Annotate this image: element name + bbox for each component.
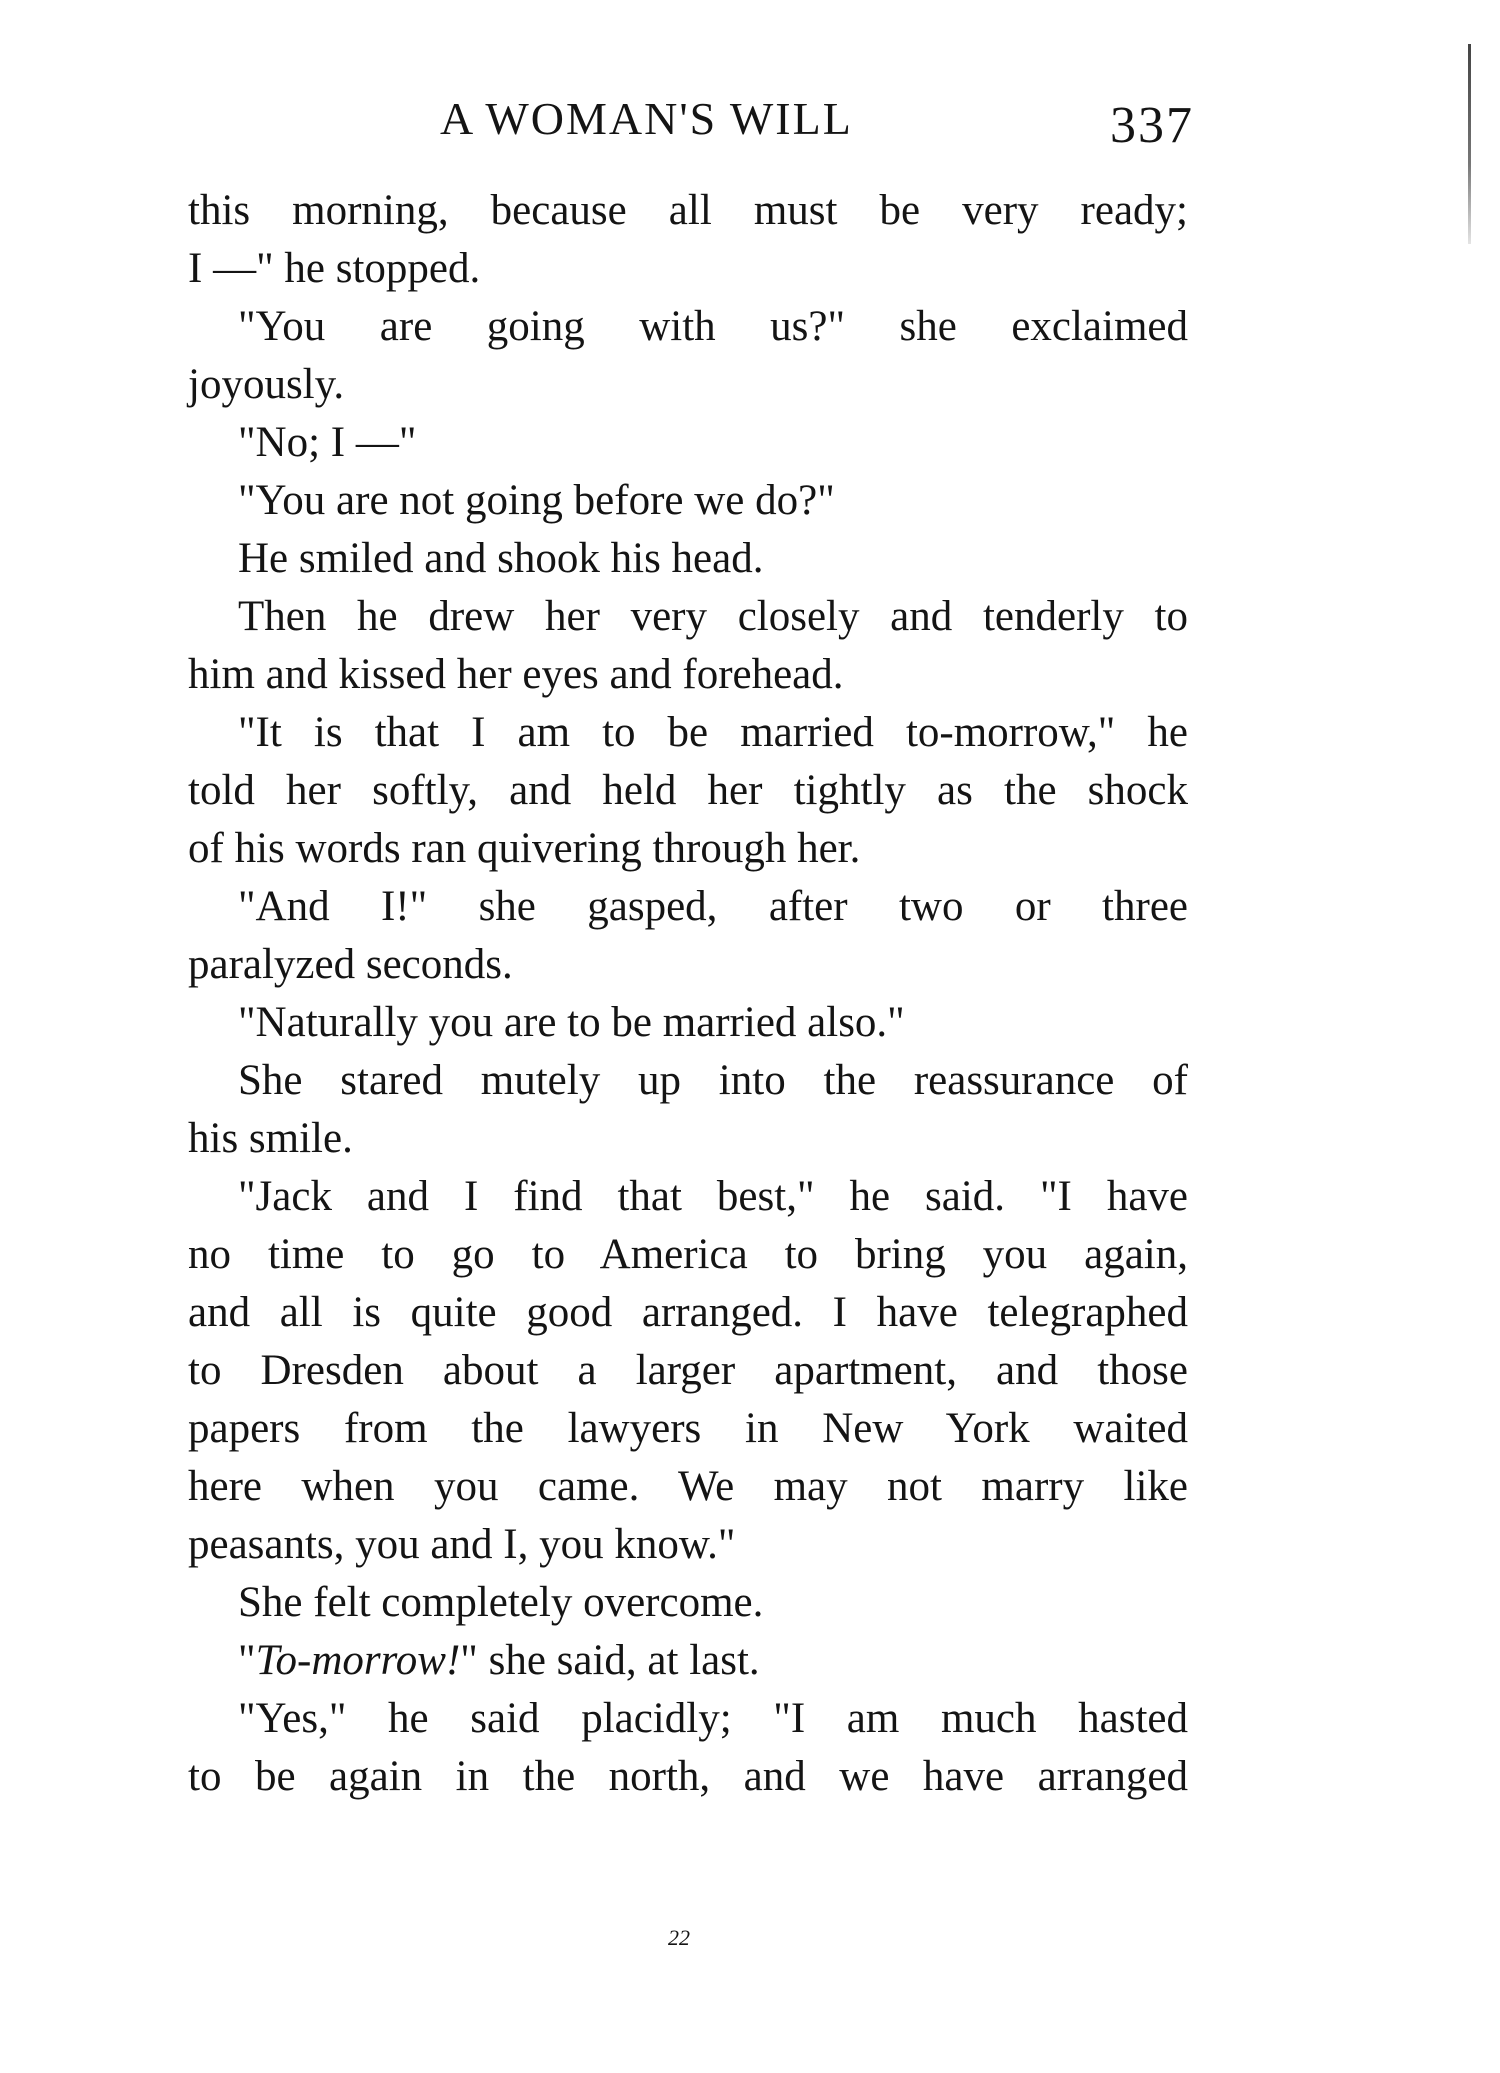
text-line: paralyzed seconds. <box>188 941 513 988</box>
italic-word: To-morrow! <box>255 1637 461 1684</box>
text-fragment: " she said, at last. <box>460 1637 760 1684</box>
text-line: "You are not going before we do?" <box>238 477 835 524</box>
text-line: "And I!" she gasped, after two or three <box>238 883 1188 930</box>
text-line: "Yes," he said placidly; "I am much hasted <box>238 1695 1188 1742</box>
text-line: peasants, you and I, you know." <box>188 1521 736 1568</box>
text-line: him and kissed her eyes and forehead. <box>188 651 844 698</box>
text-line: told her softly, and held her tightly as the shock <box>188 767 1188 814</box>
text-line: and all is quite good arranged. I have telegraphed <box>188 1289 1188 1336</box>
text-line: "It is that I am to be married to-morrow," he <box>238 709 1188 756</box>
text-line: his smile. <box>188 1115 353 1162</box>
page-header <box>0 92 1500 162</box>
text-line: "No; I —" <box>238 419 417 466</box>
text-line: "Jack and I find that best," he said. "I have <box>238 1173 1188 1220</box>
running-title: A WOMAN'S WILL <box>440 93 853 144</box>
text-line: no time to go to America to bring you again, <box>188 1231 1188 1278</box>
text-line: She felt completely overcome. <box>238 1579 764 1626</box>
body-text <box>188 182 1188 1806</box>
text-line: "Naturally you are to be married also." <box>238 999 905 1046</box>
quote-mark: " <box>238 1637 256 1684</box>
text-line: of his words ran quivering through her. <box>188 825 861 872</box>
text-line: joyously. <box>188 361 345 408</box>
text-line: here when you came. We may not marry like <box>188 1463 1188 1510</box>
text-line: He smiled and shook his head. <box>238 535 764 582</box>
text-line <box>188 1632 1188 1690</box>
text-line: Then he drew her very closely and tenderly to <box>238 593 1188 640</box>
text-line: to be again in the north, and we have arranged <box>188 1753 1188 1800</box>
text-line: "You are going with us?" she exclaimed <box>238 303 1188 350</box>
text-line: papers from the lawyers in New York waited <box>188 1405 1188 1452</box>
text-line: this morning, because all must be very ready; <box>188 187 1188 234</box>
text-line: She stared mutely up into the reassurance of <box>238 1057 1188 1104</box>
text-line: I —" he stopped. <box>188 245 481 292</box>
page-number: 337 <box>1110 97 1194 154</box>
signature-mark: 22 <box>668 1925 690 1950</box>
text-line: to Dresden about a larger apartment, and those <box>188 1347 1188 1394</box>
